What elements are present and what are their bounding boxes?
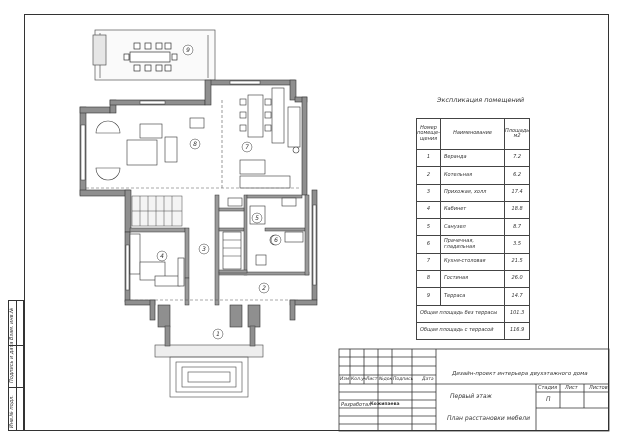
sheets-label: Листов	[589, 385, 608, 391]
table-row	[417, 201, 530, 218]
row-num: 3	[417, 184, 441, 201]
stamp-replace-label: Взам. инв.№	[9, 307, 15, 340]
sheet-label: Лист	[565, 385, 578, 391]
row-area: 7.2	[505, 150, 530, 167]
stairs	[132, 196, 182, 226]
row-name: Кухня-столовая	[441, 253, 505, 270]
tb-col-izm: Изм	[340, 377, 350, 382]
row-name: Прачечная, гладильная	[441, 236, 505, 253]
porch	[155, 326, 263, 397]
stage-label: Стадия	[538, 385, 558, 391]
total-label: Общая площадь без террасы	[417, 305, 505, 322]
total-value: 101.3	[505, 305, 530, 322]
row-num: 1	[417, 150, 441, 167]
stamp-sign-label: Подпись и дата	[9, 341, 15, 383]
sheet-title: Первый этаж	[450, 393, 492, 400]
row-num: 8	[417, 271, 441, 288]
developer-label: Разработал	[341, 402, 372, 408]
row-num: 9	[417, 288, 441, 305]
explication-title: Экспликация помещений	[437, 96, 525, 104]
row-num: 4	[417, 201, 441, 218]
dining-furniture	[240, 88, 300, 188]
developer-name: Кожипаева	[370, 402, 400, 407]
room-label-8: 8	[193, 141, 197, 148]
sheet-subtitle: План расстановки мебели	[447, 415, 531, 422]
row-num: 6	[417, 236, 441, 253]
row-area: 17.4	[505, 184, 530, 201]
row-num: 2	[417, 167, 441, 184]
tb-col-podpis: Подпись	[393, 377, 414, 382]
row-name: Веранда	[441, 150, 505, 167]
total-label: Общая площадь с террасой	[417, 322, 505, 339]
tb-col-koluch: Кол.уч	[351, 377, 367, 382]
room-label-5: 5	[255, 215, 259, 222]
stamp-inv-label: Инв.№ подл.	[9, 395, 15, 428]
table-row	[417, 150, 530, 167]
tb-col-data: Дата	[422, 377, 434, 382]
row-name: Гостиная	[441, 271, 505, 288]
room-label-6: 6	[274, 237, 278, 244]
row-area: 6.2	[505, 167, 530, 184]
explication-table	[416, 118, 530, 340]
total-row	[417, 322, 530, 339]
room-label-4: 4	[160, 253, 164, 260]
total-row	[417, 305, 530, 322]
room-label-9: 9	[186, 47, 190, 54]
header-area: Площадь м2	[505, 119, 530, 150]
tb-col-list: Лист	[366, 377, 378, 382]
stage-value: П	[546, 396, 551, 403]
row-name: Терраса	[441, 288, 505, 305]
table-row	[417, 288, 530, 305]
row-area: 3.5	[505, 236, 530, 253]
room-label-1: 1	[216, 331, 220, 338]
living-room-furniture	[96, 118, 204, 180]
header-num: Номер помеще- щения	[417, 119, 441, 150]
row-area: 18.8	[505, 201, 530, 218]
row-name: Котельная	[441, 167, 505, 184]
room-label-2: 2	[262, 285, 266, 292]
row-name: Санузел	[441, 219, 505, 236]
table-row	[417, 184, 530, 201]
table-row	[417, 271, 530, 288]
table-row	[417, 236, 530, 253]
room-label-7: 7	[245, 144, 249, 151]
explication-header-row	[417, 119, 530, 150]
room-label-3: 3	[202, 246, 206, 253]
table-row	[417, 253, 530, 270]
project-title: Дизайн-проект интерьера двухэтажного дома	[452, 371, 588, 377]
table-row	[417, 167, 530, 184]
office-furniture	[130, 234, 184, 286]
row-name: Кабинет	[441, 201, 505, 218]
total-value: 116.9	[505, 322, 530, 339]
header-name: Наименование	[441, 119, 505, 150]
table-row	[417, 219, 530, 236]
row-area: 26.0	[505, 271, 530, 288]
row-area: 14.7	[505, 288, 530, 305]
row-name: Прихожая, холл	[441, 184, 505, 201]
row-area: 21.5	[505, 253, 530, 270]
row-area: 8.7	[505, 219, 530, 236]
row-num: 5	[417, 219, 441, 236]
tb-col-ndok: №док	[379, 377, 393, 382]
row-num: 7	[417, 253, 441, 270]
